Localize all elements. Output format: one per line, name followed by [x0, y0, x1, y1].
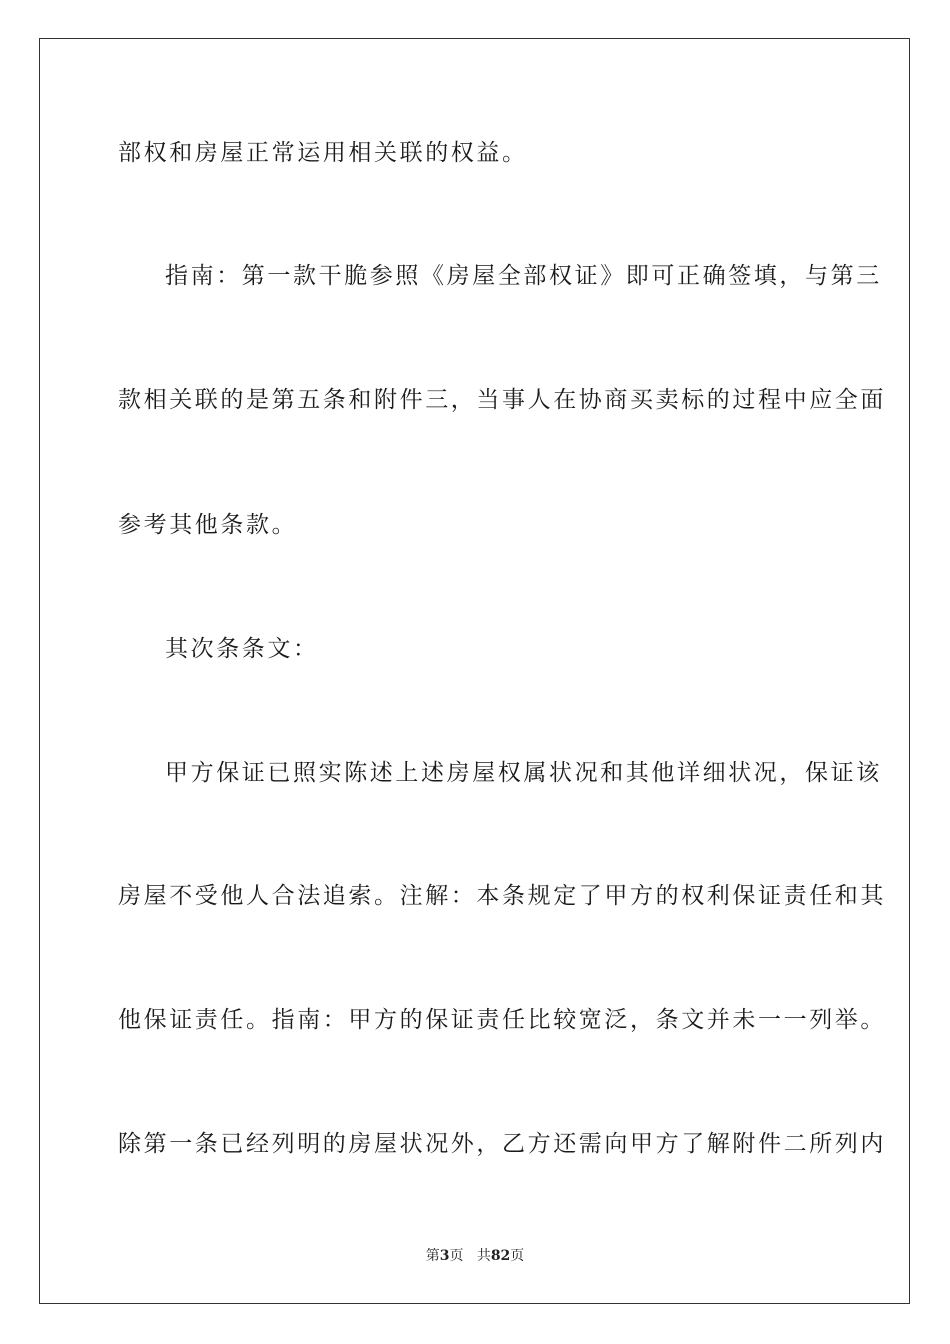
page-footer — [0, 1247, 950, 1265]
text-line-2: 指南：第一款干脆参照《房屋全部权证》即可正确签填，与第三 — [165, 263, 882, 289]
text-line-4: 参考其他条款。 — [118, 512, 298, 538]
text-line-6: 甲方保证已照实陈述上述房屋权属状况和其他详细状况，保证该 — [165, 760, 882, 786]
text-line-7: 房屋不受他人合法追索。注解：本条规定了甲方的权利保证责任和其 — [118, 883, 886, 909]
total-pages: 82 — [490, 1248, 511, 1264]
total-prefix: 共 — [476, 1248, 491, 1264]
text-line-1: 部权和房屋正常运用相关联的权益。 — [118, 140, 528, 166]
text-line-3: 款相关联的是第五条和附件三，当事人在协商买卖标的过程中应全面 — [118, 387, 886, 413]
page-border — [39, 38, 910, 1304]
text-line-8: 他保证责任。指南：甲方的保证责任比较宽泛，条文并未一一列举。 — [118, 1007, 886, 1033]
page-number: 3 — [439, 1248, 450, 1264]
text-line-5: 其次条条文： — [165, 636, 319, 662]
page-prefix: 第 — [425, 1248, 440, 1264]
total-suffix: 页 — [510, 1248, 525, 1264]
page-suffix: 页 — [449, 1248, 464, 1264]
text-line-9: 除第一条已经列明的房屋状况外，乙方还需向甲方了解附件二所列内 — [118, 1131, 886, 1157]
